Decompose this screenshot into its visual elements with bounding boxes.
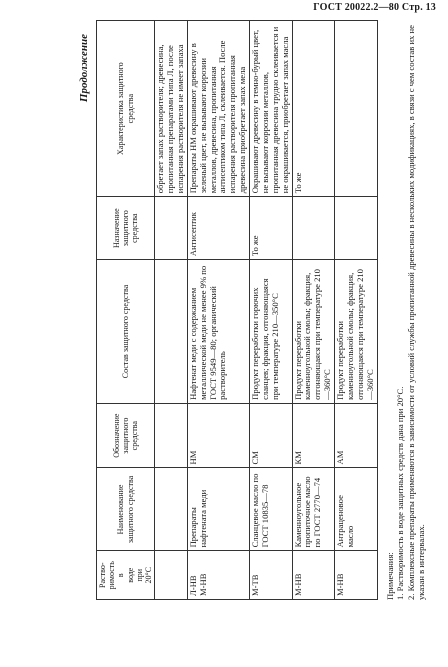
col-solubility-header: Раство- римость в воде при 20°C: [97, 551, 155, 600]
col-purpose-header: Назначение защитного средства: [97, 197, 155, 260]
cell-composition: [155, 260, 188, 404]
cell-purpose: [292, 197, 335, 260]
page-header: ГОСТ 20022.2—80 Стр. 13: [313, 2, 436, 13]
cell-purpose: Антисептик: [187, 197, 249, 260]
cell-name: Сланцевое масло по ГОСТ 10835—78: [250, 468, 293, 551]
cell-name: Препараты нафтената меди: [187, 468, 249, 551]
table-header-row: [97, 21, 155, 600]
table-row: [155, 21, 188, 600]
cell-code: НМ: [187, 403, 249, 468]
cell-purpose: [155, 197, 188, 260]
note-item: 2. Комплексные препараты применяются в зависимости от условий службы пропитанной древесины в нескольких модификациях, в связи с чем состав их не указан в интервалах.: [405, 25, 426, 600]
cell-code: [155, 403, 188, 468]
table-row: [292, 21, 335, 600]
cell-composition: Продукт переработки горючих сланцев; фракция, отгоняющаяся при температуре 210—350°С: [250, 260, 293, 404]
cell-composition: Продукт переработки каменноугольной смолы; фракция, отгоняющаяся при температуре 210—360°С: [292, 260, 335, 404]
col-name-header: Наименование защитного средства: [97, 468, 155, 551]
cell-name: Антраценовое масло: [335, 468, 378, 551]
cell-name: Каменноугольное пропиточное масло по ГОСТ 2770—74: [292, 468, 335, 551]
col-characteristic-header: Характеристика защитного средства: [97, 21, 155, 197]
cell-purpose: То же: [250, 197, 293, 260]
cell-name: [155, 468, 188, 551]
cell-solubility: М-НВ: [292, 551, 335, 600]
table-row: [187, 21, 249, 600]
cell-characteristic: То же: [292, 21, 335, 197]
cell-composition: Нафтенат меди с содержанием металлической меди не менее 9% по ГОСТ 9549—80; органический растворитель: [187, 260, 249, 404]
cell-purpose: [335, 197, 378, 260]
cell-solubility: М-ТВ: [250, 551, 293, 600]
cell-code: КМ: [292, 403, 335, 468]
table-row: [335, 21, 378, 600]
cell-characteristic: [335, 21, 378, 197]
continuation-label: Продолжение: [78, 34, 90, 103]
cell-code: СМ: [250, 403, 293, 468]
cell-code: АМ: [335, 403, 378, 468]
note-item: 1. Растворимость в воде защитных средств дана при 20°С.: [395, 386, 406, 600]
table-row: [250, 21, 293, 600]
col-code-header: Обозначение защитного средства: [97, 403, 155, 468]
cell-characteristic: обретает запах растворителя; древесина, пропитанная препаратами типа Л, после испарения растворителя не имеет запаха: [155, 21, 188, 197]
protective-agents-table: [96, 20, 378, 600]
rotated-table-page: [78, 20, 426, 600]
cell-solubility: [155, 551, 188, 600]
cell-composition: Продукт переработки каменноугольной смолы; фракция, отгоняющаяся при температуре 210—360°С: [335, 260, 378, 404]
notes-block: [385, 20, 426, 600]
cell-characteristic: Препараты НМ окрашивают древесину в зеленый цвет, не вызывают коррозии металлов, древесина, пропитанная антисептиком типа Л, склеивается. После испарения растворителя пропитанная древесина приобретает запах мела: [187, 21, 249, 197]
col-composition-header: Состав защитного средства: [97, 260, 155, 404]
cell-solubility: Л-НВ М-НВ: [187, 551, 249, 600]
notes-title: Примечания:: [385, 552, 395, 600]
cell-solubility: М-НВ: [335, 551, 378, 600]
cell-characteristic: Окрашивают древесину в темно-бурый цвет, не вызывают коррозии металлов, пропитанная древесина трудно склеивается и не окрашивается, приобретает запах масла: [250, 21, 293, 197]
